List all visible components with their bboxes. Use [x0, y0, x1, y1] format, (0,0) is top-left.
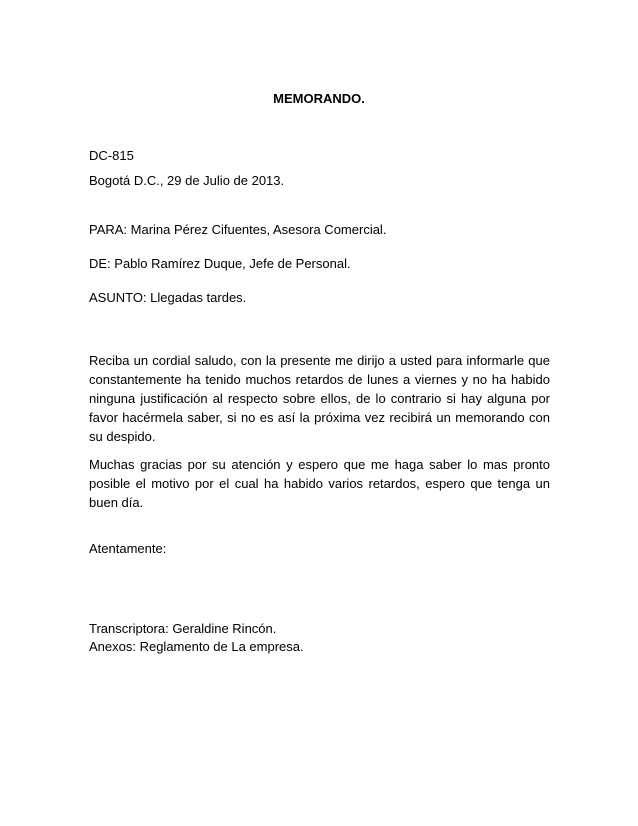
memo-transcriber: Transcriptora: Geraldine Rincón.	[89, 621, 277, 636]
memo-title: MEMORANDO.	[273, 91, 365, 106]
memo-attachments: Anexos: Reglamento de La empresa.	[89, 639, 304, 654]
memo-closing: Atentamente:	[89, 541, 167, 556]
memo-date: Bogotá D.C., 29 de Julio de 2013.	[89, 173, 285, 188]
memo-code: DC-815	[89, 148, 134, 163]
memo-body-paragraph-2: Muchas gracias por su atención y espero que me haga saber lo mas pronto posible el motivo por el cual ha habido varios retardos, espero que tenga un buen día.	[89, 457, 550, 510]
memo-subject: ASUNTO: Llegadas tardes.	[89, 290, 247, 305]
memo-body-paragraph-1: Reciba un cordial saludo, con la presente me dirijo a usted para informarle que constantemente ha tenido muchos retardos de lunes a viernes y no ha habido ninguna justificación al respecto sobre ellos, de lo contrario si hay alguna por favor hacérmela saber, si no es así la próxima vez recibirá un memorando con su despido.	[89, 353, 550, 444]
memo-sender: DE: Pablo Ramírez Duque, Jefe de Personal.	[89, 256, 351, 271]
memo-recipient: PARA: Marina Pérez Cifuentes, Asesora Comercial.	[89, 222, 387, 237]
